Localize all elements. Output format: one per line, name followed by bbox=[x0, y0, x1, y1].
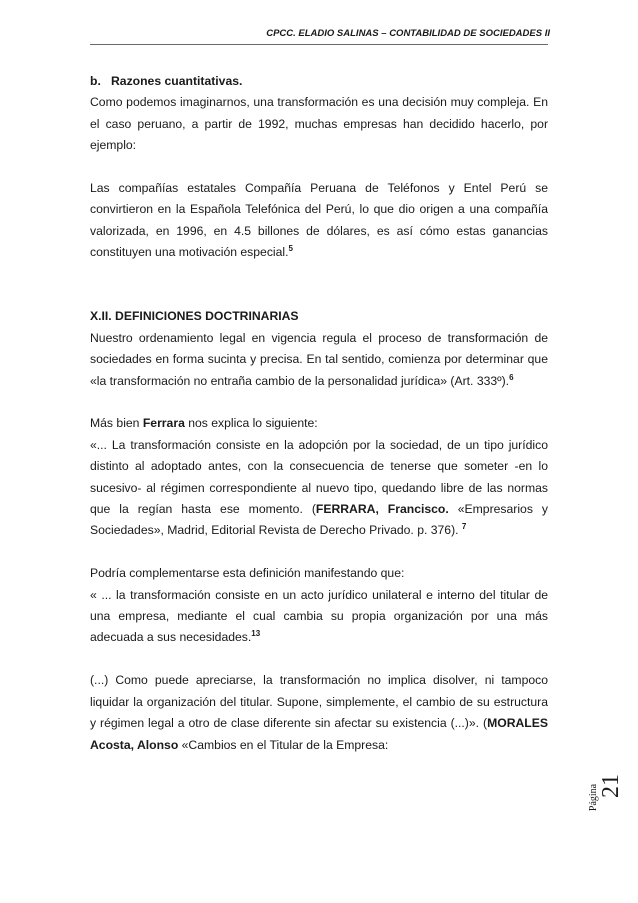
footnote-ref-5: 5 bbox=[288, 244, 293, 254]
paragraph-x-6: (...) Como puede apreciarse, la transformación no implica disolver, ni tampoco liquidar la organización del titular. Supone, simplemente, el cambio de su estructura y régimen legal a otro de clase diferente sin afectar su existencia (...)». (MORALES Acosta, Alonso «Cambios en el Titular de la Empresa: bbox=[90, 673, 548, 752]
section-heading-x-ii: X.II. DEFINICIONES DOCTRINARIAS bbox=[90, 309, 299, 324]
running-header: CPCC. ELADIO SALINAS – CONTABILIDAD DE SOCIEDADES II bbox=[266, 28, 550, 39]
paragraph-x-3: «... La transformación consiste en la adopción por la sociedad, de un tipo jurídico distinto al adoptado antes, con la consecuencia de tenerse que someter -en lo sucesivo- al régimen correspondiente al nuevo tipo, quedando libre de las normas que la regían hasta ese momento. (FERRARA, Francisco. «Empresarios y Sociedades», Madrid, Editorial Revista de Derecho Privado. p. 376). $^7$ bbox=[90, 437, 548, 538]
page-label: Página bbox=[588, 783, 600, 812]
footnote-ref-7: 7 bbox=[461, 522, 467, 532]
paragraph-x-4: Podría complementarse esta definición manifestando que: bbox=[90, 566, 405, 581]
paragraph-x-1 bbox=[90, 328, 548, 392]
footnote-ref-13: 13 bbox=[251, 629, 261, 639]
document-body bbox=[90, 71, 548, 756]
page-number: 21 bbox=[598, 774, 624, 798]
header-rule bbox=[90, 44, 548, 45]
section-heading-b: b. Razones cuantitativas. bbox=[90, 74, 243, 88]
paragraph-b-1: Como podemos imaginarnos, una transformación es una decisión muy compleja. En el caso peruano, a partir de 1992, muchas empresas han decidido hacerlo, por ejemplo: bbox=[90, 95, 548, 153]
paragraph-x-2: Más bien Ferrara nos explica lo siguiente: bbox=[90, 416, 318, 431]
citation-author-ferrara: FERRARA, Francisco. bbox=[315, 502, 449, 517]
citation-author-morales: MORALES Acosta, Alonso bbox=[90, 716, 548, 752]
paragraph-b-2-text: Las compañías estatales Compañía Peruana de Teléfonos y Entel Perú se convirtieron en la Española Telefónica del Perú, lo que dio origen a una compañía valorizada, en 1996, en 4.5 billones de dólares, es así cómo estas ganancias constituyen una motivación especial. bbox=[90, 181, 548, 260]
author-name-ferrara: Ferrara bbox=[142, 416, 185, 431]
page-number-block bbox=[588, 770, 628, 830]
footnote-ref-6: 6 bbox=[509, 372, 514, 382]
paragraph-x-5: « ... la transformación consiste en un acto jurídico unilateral e interno del titular de una empresa, mediante el cual cambia su propia organización por una más adecuada a sus necesidades.$^{13}$ bbox=[90, 587, 548, 645]
paragraph-b-2 bbox=[90, 178, 548, 264]
paragraph-x-1-text: Nuestro ordenamiento legal en vigencia regula el proceso de transformación de sociedades en forma sucinta y precisa. En tal sentido, comienza por determinar que «la transformación no entraña cambio de la personalidad jurídica» (Art. 333º). bbox=[90, 330, 548, 388]
